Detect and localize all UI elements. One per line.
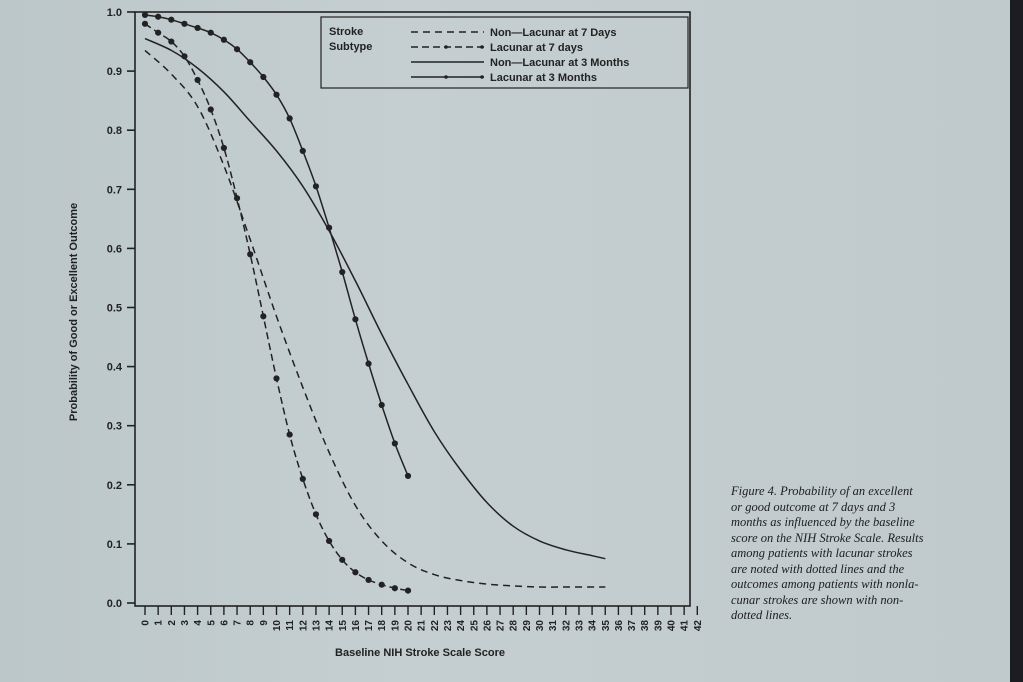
y-tick-label: 0.3 bbox=[106, 420, 122, 433]
series-2-point bbox=[365, 577, 371, 583]
legend-label-4: Lacunar at 3 Months bbox=[490, 72, 597, 84]
x-tick-label: 2 bbox=[166, 620, 178, 626]
x-tick-label: 7 bbox=[232, 620, 244, 626]
chart-axes bbox=[68, 7, 704, 659]
series-4-point bbox=[287, 115, 293, 121]
series-2-point bbox=[392, 585, 398, 591]
series-2-point bbox=[287, 431, 293, 437]
caption-line: are noted with dotted lines and the bbox=[731, 561, 905, 576]
photo-edge bbox=[1010, 0, 1023, 682]
caption-line: dotted lines. bbox=[731, 608, 793, 622]
series-4-point bbox=[208, 30, 214, 36]
x-tick-label: 42 bbox=[692, 620, 704, 632]
x-tick-label: 5 bbox=[206, 620, 218, 626]
x-tick-label: 4 bbox=[193, 620, 205, 626]
x-tick-label: 24 bbox=[456, 620, 468, 632]
x-tick-label: 38 bbox=[640, 620, 652, 632]
series-2-point bbox=[260, 313, 266, 319]
series-2-point bbox=[352, 569, 358, 575]
caption-line: Figure 4. Probability of an excellent bbox=[731, 484, 913, 498]
x-tick-label: 0 bbox=[140, 620, 152, 626]
x-tick-label: 36 bbox=[613, 620, 625, 632]
y-tick-label: 0.7 bbox=[106, 184, 122, 197]
x-tick-label: 1 bbox=[153, 620, 165, 626]
x-tick-label: 15 bbox=[337, 620, 349, 632]
legend-marker bbox=[480, 45, 484, 49]
series-4-point bbox=[168, 17, 174, 23]
x-tick-label: 28 bbox=[508, 620, 520, 632]
y-tick-label: 0.5 bbox=[106, 302, 122, 315]
x-tick-label: 13 bbox=[311, 620, 323, 632]
x-tick-label: 12 bbox=[298, 620, 310, 632]
series-line-1 bbox=[145, 50, 605, 587]
series-4-point bbox=[195, 25, 201, 31]
y-tick-label: 0.6 bbox=[106, 243, 122, 256]
caption-line: among patients with lacunar strokes bbox=[731, 546, 913, 560]
x-tick-label: 23 bbox=[442, 620, 454, 632]
x-tick-label: 3 bbox=[179, 620, 191, 626]
series-4-point bbox=[352, 316, 358, 322]
legend-title: Stroke bbox=[329, 26, 364, 38]
caption-line: cunar strokes are shown with non- bbox=[731, 592, 904, 607]
series-2-point bbox=[339, 557, 345, 563]
series-4-point bbox=[221, 37, 227, 43]
series-4-point bbox=[142, 12, 148, 18]
series-2-point bbox=[195, 77, 201, 83]
series-4-point bbox=[313, 183, 319, 189]
series-2-point bbox=[221, 145, 227, 151]
series-2-point bbox=[300, 476, 306, 482]
x-tick-label: 29 bbox=[521, 620, 533, 632]
x-axis-label: Baseline NIH Stroke Scale Score bbox=[335, 647, 505, 659]
series-4-point bbox=[392, 440, 398, 446]
y-tick-label: 1.0 bbox=[106, 7, 122, 19]
x-tick-label: 11 bbox=[285, 620, 297, 631]
x-tick-label: 22 bbox=[429, 620, 441, 632]
caption-line: or good outcome at 7 days and 3 bbox=[731, 499, 896, 514]
series-line-3 bbox=[145, 39, 605, 559]
y-tick-label: 0.2 bbox=[106, 479, 122, 492]
x-tick-label: 17 bbox=[364, 620, 376, 632]
x-tick-label: 30 bbox=[535, 620, 546, 632]
series-2-point bbox=[379, 582, 385, 588]
x-tick-label: 34 bbox=[587, 620, 599, 632]
legend-marker bbox=[480, 75, 484, 79]
series-2-point bbox=[142, 21, 148, 27]
series-4-point bbox=[234, 46, 240, 52]
x-tick-label: 37 bbox=[627, 620, 639, 632]
x-tick-label: 33 bbox=[574, 620, 586, 632]
x-tick-label: 14 bbox=[324, 620, 336, 632]
series-line-4 bbox=[145, 15, 408, 476]
series-2-point bbox=[247, 251, 253, 257]
x-tick-label: 8 bbox=[245, 620, 257, 626]
caption-line: months as influenced by the baseline bbox=[731, 515, 915, 529]
x-tick-label: 10 bbox=[272, 620, 283, 632]
x-tick-label: 18 bbox=[377, 620, 389, 632]
x-tick-label: 21 bbox=[416, 620, 428, 632]
x-tick-label: 27 bbox=[495, 620, 507, 632]
legend-marker bbox=[444, 75, 448, 79]
legend-marker bbox=[444, 45, 448, 49]
figure-caption bbox=[731, 484, 1001, 624]
series-4-point bbox=[181, 21, 187, 27]
x-tick-label: 19 bbox=[390, 620, 402, 632]
series-2-point bbox=[168, 38, 174, 44]
legend-label-1: Non—Lacunar at 7 Days bbox=[490, 27, 617, 39]
series-2-point bbox=[273, 375, 279, 381]
x-tick-label: 41 bbox=[679, 620, 691, 632]
x-tick-label: 20 bbox=[403, 620, 415, 632]
chart-series-lines bbox=[142, 12, 605, 594]
x-tick-label: 39 bbox=[653, 620, 665, 632]
x-tick-label: 25 bbox=[469, 620, 481, 632]
series-2-point bbox=[208, 106, 214, 112]
series-4-point bbox=[339, 269, 345, 275]
legend-label-3: Non—Lacunar at 3 Months bbox=[490, 57, 630, 69]
series-4-point bbox=[300, 148, 306, 154]
series-2-point bbox=[313, 511, 319, 517]
y-tick-label: 0.0 bbox=[106, 598, 122, 610]
series-4-point bbox=[405, 473, 411, 479]
y-tick-label: 0.4 bbox=[106, 361, 122, 374]
series-4-point bbox=[365, 361, 371, 367]
series-4-point bbox=[379, 402, 385, 408]
caption-line: score on the NIH Stroke Scale. Results bbox=[731, 530, 924, 545]
series-2-point bbox=[155, 30, 161, 36]
series-4-point bbox=[260, 74, 266, 80]
y-tick-label: 0.8 bbox=[106, 125, 122, 138]
x-tick-label: 26 bbox=[482, 620, 494, 632]
plot-frame bbox=[135, 12, 690, 606]
x-tick-label: 31 bbox=[548, 620, 560, 632]
series-4-point bbox=[326, 225, 332, 231]
x-tick-label: 9 bbox=[258, 620, 270, 626]
series-4-point bbox=[155, 14, 161, 20]
y-tick-label: 0.1 bbox=[106, 538, 122, 551]
y-tick-label: 0.9 bbox=[106, 66, 122, 79]
caption-line: outcomes among patients with nonla- bbox=[731, 577, 919, 591]
legend-label-2: Lacunar at 7 days bbox=[490, 42, 583, 54]
series-4-point bbox=[273, 92, 279, 98]
x-tick-label: 32 bbox=[561, 620, 573, 632]
legend-title: Subtype bbox=[329, 41, 373, 53]
x-tick-label: 35 bbox=[600, 620, 612, 632]
series-4-point bbox=[247, 59, 253, 65]
series-2-point bbox=[234, 195, 240, 201]
x-tick-label: 40 bbox=[666, 620, 678, 632]
x-tick-label: 6 bbox=[219, 620, 231, 626]
chart-legend bbox=[321, 17, 688, 88]
series-2-point bbox=[405, 587, 411, 593]
x-tick-label: 16 bbox=[350, 620, 362, 632]
y-axis-label: Probability of Good or Excellent Outcome bbox=[68, 202, 80, 422]
series-2-point bbox=[326, 538, 332, 544]
